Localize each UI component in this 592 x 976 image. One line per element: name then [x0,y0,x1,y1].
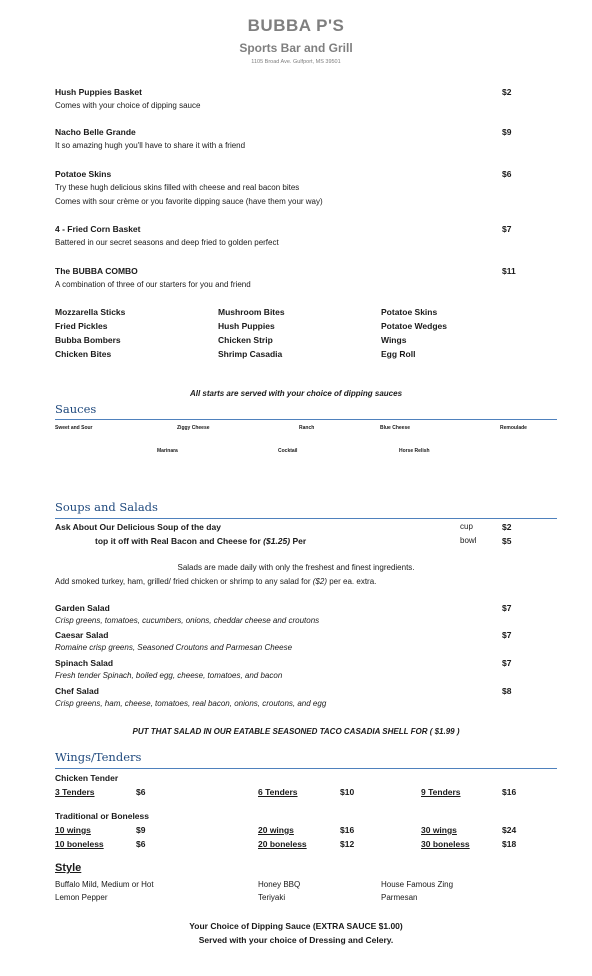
style-option: Honey BBQ [258,880,301,889]
restaurant-title: BUBBA P'S [247,16,345,35]
restaurant-subtitle: Sports Bar and Grill [239,41,353,55]
salad-note: Salads are made daily with only the freshest and finest ingredients. [177,563,415,572]
salad-price: $7 [502,603,512,613]
starter-price: $6 [502,169,512,179]
wings-heading: Wings/Tenders [55,750,142,764]
salad-price: $8 [502,686,512,696]
traditional-title: Traditional or Boneless [55,811,149,821]
wing-option: 10 boneless [55,839,104,849]
tender-title: Chicken Tender [55,773,119,783]
style-option: Lemon Pepper [55,893,108,902]
soups-rule [55,518,557,519]
starter-desc: Comes with your choice of dipping sauce [55,101,201,110]
combo-option: Potatoe Wedges [381,321,447,331]
starter-price: $9 [502,127,512,137]
starter-name: Nacho Belle Grande [55,127,136,137]
salad-name: Garden Salad [55,603,110,613]
cup-price: $2 [502,522,512,532]
starter-name: The BUBBA COMBO [55,266,138,276]
combo-option: Wings [381,335,407,345]
sauce-item: Sweet and Sour [55,425,93,431]
wing-price: $9 [136,825,146,835]
starter-desc: It so amazing hugh you'll have to share it with a friend [55,141,246,150]
wing-option: 20 boneless [258,839,307,849]
style-option: Buffalo Mild, Medium or Hot [55,880,154,889]
starter-desc: Comes with sour crème or you favorite dipping sauce (have them your way) [55,197,323,206]
salad-desc: Romaine crisp greens, Seasoned Croutons and Parmesan Cheese [55,643,293,652]
tender-price: $6 [136,787,146,797]
tender-price: $10 [340,787,355,797]
salad-desc: Crisp greens, ham, cheese, tomatoes, real bacon, onions, croutons, and egg [55,699,327,708]
salad-name: Chef Salad [55,686,99,696]
wing-price: $6 [136,839,146,849]
sauce-item: Remoulade [500,425,527,431]
combo-option: Chicken Bites [55,349,112,359]
bowl-label: bowl [460,536,477,545]
tender-price: $16 [502,787,517,797]
sauce-item: Horse Relish [399,448,430,454]
salad-name: Spinach Salad [55,658,114,668]
starter-desc: A combination of three of our starters for you and friend [55,280,251,289]
combo-option: Potatoe Skins [381,307,438,317]
combo-option: Bubba Bombers [55,335,121,345]
combo-option: Mozzarella Sticks [55,307,126,317]
combo-option: Egg Roll [381,349,416,359]
sauce-item: Ranch [299,425,315,431]
starter-price: $7 [502,224,512,234]
wing-price: $16 [340,825,355,835]
sauce-item: Marinara [157,448,178,454]
sauce-item: Cocktail [278,448,298,454]
sauces-heading: Sauces [55,402,97,416]
wing-option: 10 wings [55,825,91,835]
served-with-note: Served with your choice of Dressing and Celery. [198,935,394,945]
salad-price: $7 [502,658,512,668]
wing-price: $12 [340,839,355,849]
combo-option: Hush Puppies [218,321,275,331]
sauces-rule [55,419,557,420]
starter-desc: Battered in our secret seasons and deep fried to golden perfect [55,238,279,247]
combo-option: Mushroom Bites [218,307,285,317]
sauce-item: Blue Cheese [380,425,411,431]
starters-note: All starts are served with your choice of dipping sauces [189,389,403,398]
starter-name: Potatoe Skins [55,169,112,179]
combo-option: Fried Pickles [55,321,108,331]
salad-addon-note: Add smoked turkey, ham, grilled/ fried chicken or shrimp to any salad for ($2) per ea. extra. [55,577,377,586]
salad-desc: Crisp greens, tomatoes, cucumbers, onions, cheddar cheese and croutons [55,616,320,625]
combo-option: Shrimp Casadia [218,349,283,359]
sauce-item: Ziggy Cheese [177,425,210,431]
wing-option: 30 wings [421,825,457,835]
starter-name: 4 - Fried Corn Basket [55,224,141,234]
soup-line: Ask About Our Delicious Soup of the day [55,522,221,532]
style-option: Parmesan [381,893,418,902]
wing-price: $18 [502,839,517,849]
combo-option: Chicken Strip [218,335,273,345]
tender-option: 6 Tenders [258,787,298,797]
style-title: Style [55,862,82,874]
soup-line: top it off with Real Bacon and Cheese for ($1.25) Per [95,536,307,546]
bowl-price: $5 [502,536,512,546]
salad-price: $7 [502,630,512,640]
style-option: House Famous Zing [381,880,454,889]
soups-heading: Soups and Salads [55,500,158,514]
tender-option: 9 Tenders [421,787,461,797]
starter-desc: Try these hugh delicious skins filled with cheese and real bacon bites [55,183,300,192]
style-option: Teriyaki [258,893,286,902]
salad-desc: Fresh tender Spinach, boiled egg, cheese, tomatoes, and bacon [55,671,283,680]
wing-option: 20 wings [258,825,294,835]
starter-price: $11 [502,266,516,276]
wing-option: 30 boneless [421,839,470,849]
restaurant-address: 1105 Broad Ave. Gulfport, MS 39501 [251,59,341,65]
taco-shell-note: PUT THAT SALAD IN OUR EATABLE SEASONED TACO CASADIA SHELL FOR ( $1.99 ) [132,727,460,736]
dipping-sauce-note: Your Choice of Dipping Sauce (EXTRA SAUCE $1.00) [189,921,403,931]
wings-rule [55,768,557,769]
starter-name: Hush Puppies Basket [55,87,142,97]
starter-price: $2 [502,87,512,97]
cup-label: cup [460,522,473,531]
salad-name: Caesar Salad [55,630,109,640]
tender-option: 3 Tenders [55,787,95,797]
wing-price: $24 [502,825,517,835]
